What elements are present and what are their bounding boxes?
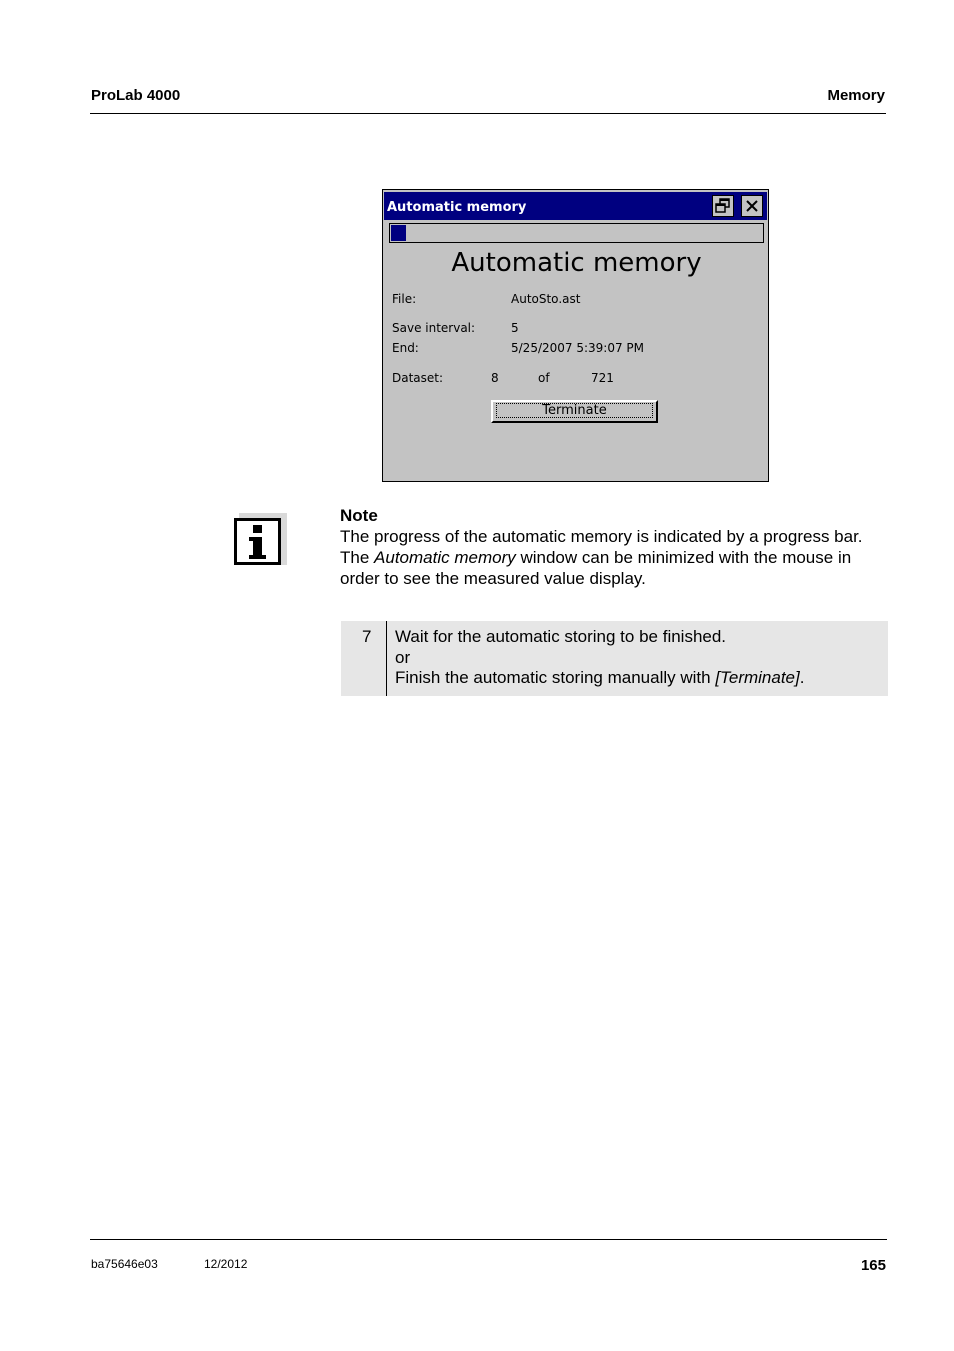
footer-date: 12/2012 (204, 1257, 248, 1271)
step-number: 7 (362, 627, 372, 646)
step-line3-emphasis: [Terminate] (715, 668, 800, 687)
step-row (341, 621, 888, 696)
automatic-memory-window (382, 189, 769, 482)
end-label: End: (392, 341, 419, 355)
restore-icon (715, 198, 731, 214)
header-product: ProLab 4000 (91, 87, 181, 104)
header-rule (90, 113, 886, 114)
step-line1: Wait for the automatic storing to be finished. (395, 627, 727, 646)
footer-rule (90, 1239, 887, 1240)
file-value: AutoSto.ast (511, 292, 581, 306)
progress-bar (389, 223, 764, 243)
step-line3-pre: Finish the automatic storing manually with (395, 668, 716, 687)
note-heading: Note (340, 506, 378, 525)
dataset-total: 721 (591, 371, 614, 385)
terminate-button[interactable] (491, 400, 658, 423)
header-section: Memory (827, 87, 885, 104)
step-line3 (395, 668, 804, 689)
window-heading: Automatic memory (451, 248, 702, 278)
close-icon (745, 199, 759, 213)
note-line2-post: window can be minimized with the mouse in order to see the measured value display. (340, 548, 852, 588)
end-value: 5/25/2007 5:39:07 PM (511, 341, 645, 355)
step-line3-post: . (799, 668, 805, 687)
page-number: 165 (860, 1257, 886, 1274)
restore-button[interactable] (712, 195, 734, 217)
note-line2-emphasis: Automatic memory (374, 548, 516, 567)
note-body (340, 526, 885, 589)
info-icon (234, 513, 287, 565)
close-button[interactable] (741, 195, 763, 217)
window-title: Automatic memory (387, 200, 527, 215)
dataset-label: Dataset: (392, 371, 444, 385)
terminate-label: Terminate (496, 403, 653, 418)
interval-value: 5 (511, 321, 519, 335)
window-titlebar[interactable] (384, 192, 767, 220)
note-line1: The progress of the automatic memory is indicated by a progress bar. (340, 527, 863, 546)
step-text (395, 627, 804, 689)
step-line2: or (395, 647, 411, 667)
step-divider (386, 621, 387, 696)
footer-doc-number: ba75646e03 (91, 1257, 158, 1271)
dataset-current: 8 (491, 371, 499, 385)
interval-label: Save interval: (392, 321, 476, 335)
note-line2-pre: The (340, 548, 375, 567)
file-label: File: (392, 292, 417, 306)
dataset-of: of (538, 371, 550, 385)
progress-fill (391, 225, 406, 241)
